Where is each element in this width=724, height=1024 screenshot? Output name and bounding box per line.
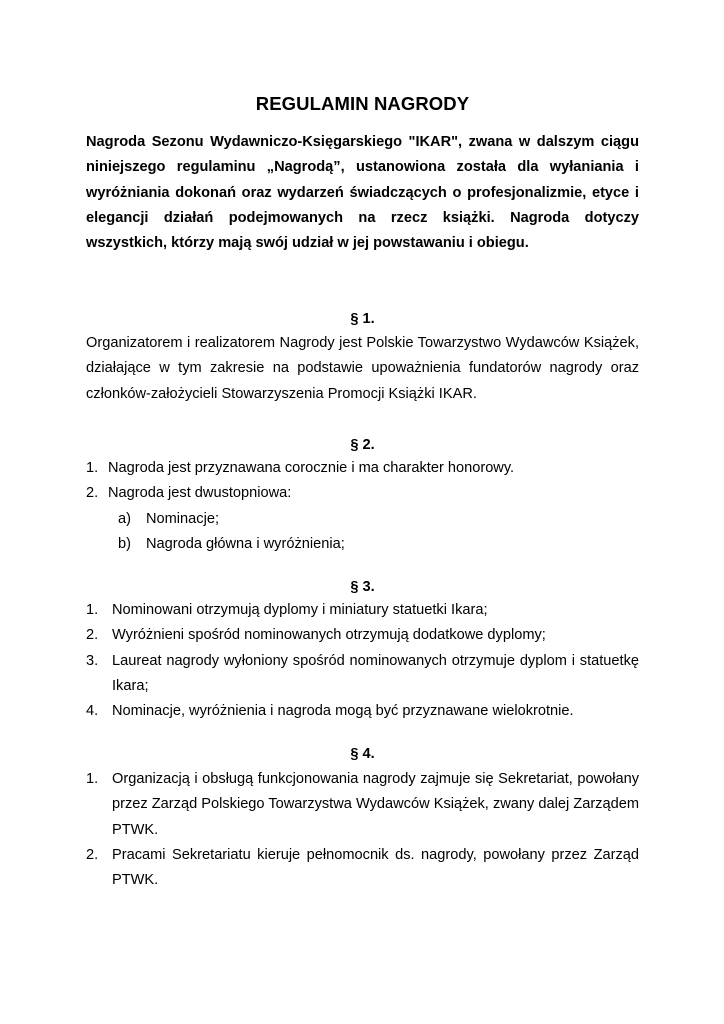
section-2-sublist [86,507,639,558]
sublist-item-letter: a) [118,511,131,527]
list-item-text: Nominacje, wyróżnienia i nagroda mogą być przyznawane wielokrotnie. [112,703,574,720]
list-item-number: 4. [86,703,99,720]
list-item [86,598,639,623]
list-item-text: Organizacją i obsługą funkcjonowania nagrody zajmuje się Sekretariat, powołany przez Zarząd Polskiego Towarzystwa Wydawców Książek, zwany dalej Zarządem PTWK. [112,771,639,838]
sublist-item-letter: b) [118,536,131,553]
section-1-text: Organizatorem i realizatorem Nagrody jest Polskie Towarzystwo Wydawców Książek, działające w tym zakresie na podstawie upoważnienia fundatorów nagrody oraz członków-założycieli Stowarzyszenia Promocji Książki IKAR. [86,335,639,402]
list-item-number: 2. [86,846,99,863]
list-item [86,843,639,894]
list-item [86,649,639,700]
list-item-number: 1. [86,771,99,787]
list-item [86,481,639,506]
sublist-item [86,507,639,532]
section-1-heading: § 1. [350,311,375,327]
sublist-item [86,532,639,557]
intro-paragraph: Nagroda Sezonu Wydawniczo-Księgarskiego "IKAR", zwana w dalszym ciągu niniejszego regulaminu „Nagrodą”, ustanowiona została dla wyłaniania i wyróżniania dokonań oraz wydarzeń świadczących o profesjonalizmie, etyce i elegancji działań podejmowanych na rzecz książki. Nagroda dotyczy wszystkich, którzy mają swój udział w jej powstawaniu i obiegu. [86,134,639,252]
list-item-text: Nominowani otrzymują dyplomy i miniatury statuetki Ikara; [112,602,488,618]
list-item [86,456,639,481]
list-item-text: Wyróżnieni spośród nominowanych otrzymują dodatkowe dyplomy; [112,627,546,644]
sublist-item-text: Nominacje; [146,511,219,527]
list-item-text: Pracami Sekretariatu kieruje pełnomocnik ds. nagrody, powołany przez Zarząd PTWK. [112,846,639,889]
document-page [86,0,639,1024]
list-item-text: Nagroda jest dwustopniowa: [108,485,292,502]
section-4-list [86,767,639,893]
section-2-list [86,456,639,507]
list-item-number: 1. [86,460,99,476]
document-title: REGULAMIN NAGRODY [255,93,470,114]
list-item-text: Laureat nagrody wyłoniony spośród nominowanych otrzymuje dyplom i statuetkę Ikara; [112,652,639,694]
list-item-text: Nagroda jest przyznawana corocznie i ma charakter honorowy. [108,460,515,476]
list-item-number: 1. [86,602,99,618]
list-item [86,699,639,724]
list-item [86,767,639,843]
section-4-heading: § 4. [350,746,375,762]
list-item-number: 2. [86,627,99,644]
section-3-heading: § 3. [350,579,375,595]
list-item-number: 3. [86,652,99,669]
section-2-heading: § 2. [350,437,375,453]
sublist-item-text: Nagroda główna i wyróżnienia; [146,536,345,553]
list-item [86,623,639,648]
section-3-list [86,598,639,724]
list-item-number: 2. [86,485,99,502]
